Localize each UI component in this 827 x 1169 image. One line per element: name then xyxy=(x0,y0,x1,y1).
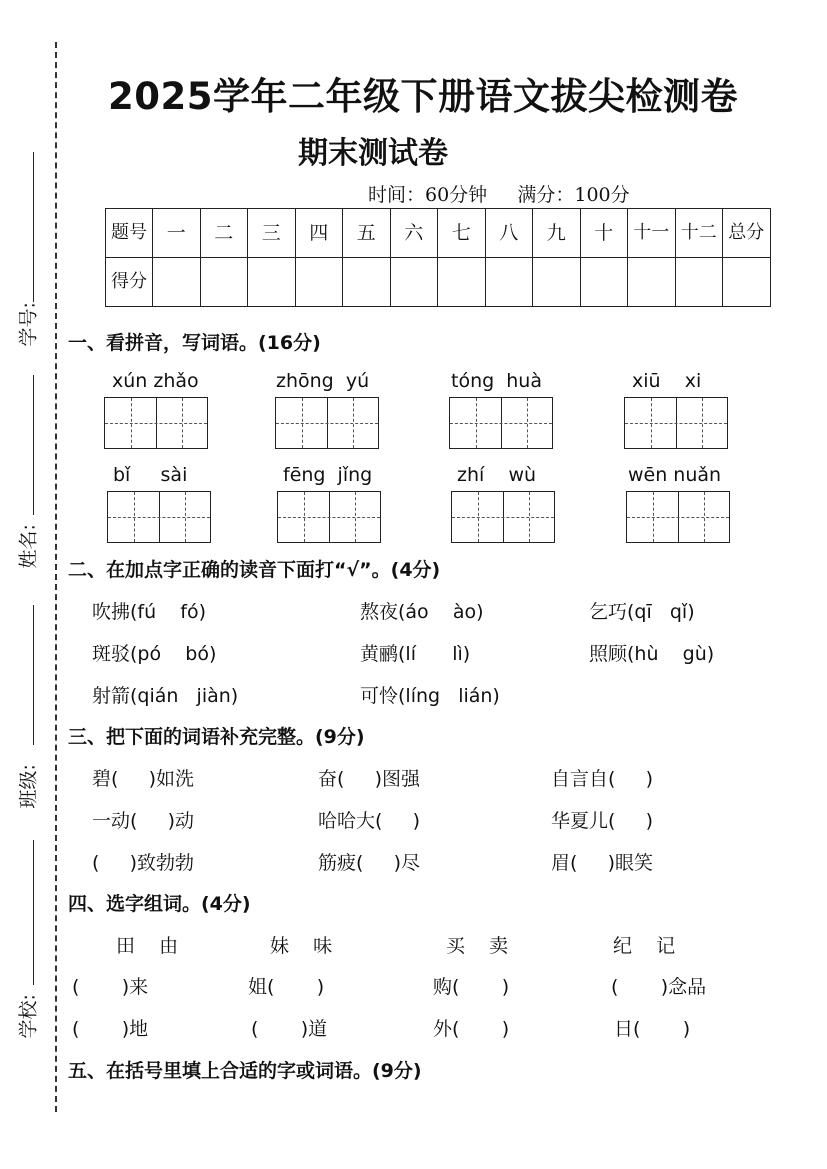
section-5-heading: 五、在括号里填上合适的字或词语。(9分) xyxy=(68,1060,422,1082)
score-input-cell[interactable] xyxy=(295,258,343,307)
fill-word-item[interactable]: 碧( )如洗 xyxy=(92,768,195,790)
character-pair: 纪 记 xyxy=(613,935,676,957)
pinyin-label: wēn nuǎn xyxy=(628,464,722,486)
pinyin-label: bǐ sài xyxy=(113,464,188,486)
reading-option[interactable]: 斑驳(pó bó) xyxy=(92,643,217,665)
fill-word-item[interactable]: 筋疲( )尽 xyxy=(318,852,421,874)
choose-blank[interactable]: 外( ) xyxy=(433,1018,510,1040)
reading-option[interactable]: 射箭(qián jiàn) xyxy=(92,685,239,707)
choose-blank[interactable]: ( )念品 xyxy=(611,976,707,998)
writing-grid[interactable] xyxy=(277,491,381,543)
pinyin-label: zhōng yú xyxy=(276,370,370,392)
reading-option[interactable]: 吹拂(fú fó) xyxy=(92,601,207,623)
binding-dashed-line xyxy=(55,42,57,1112)
score-input-cell[interactable] xyxy=(248,258,296,307)
character-pair: 妹 味 xyxy=(270,935,333,957)
name-line xyxy=(33,375,34,515)
fill-word-item[interactable]: 眉( )眼笑 xyxy=(551,852,654,874)
pinyin-label: xiū xi xyxy=(632,370,702,392)
score-input-cell[interactable] xyxy=(723,258,771,307)
writing-grid[interactable] xyxy=(624,397,728,449)
choose-blank[interactable]: 日( ) xyxy=(614,1018,691,1040)
reading-option[interactable]: 照顾(hù gù) xyxy=(589,643,715,665)
score-input-cell[interactable] xyxy=(153,258,201,307)
pinyin-label: fēng jǐng xyxy=(283,464,373,486)
table-cell: 总分 xyxy=(723,209,771,258)
school-line xyxy=(33,840,34,985)
table-cell: 八 xyxy=(485,209,533,258)
choose-blank[interactable]: ( )道 xyxy=(251,1018,328,1040)
class-line xyxy=(33,605,34,745)
table-cell: 一 xyxy=(153,209,201,258)
writing-grid[interactable] xyxy=(451,491,555,543)
section-1-heading: 一、看拼音，写词语。(16分) xyxy=(68,332,321,354)
table-row xyxy=(106,258,771,307)
writing-grid[interactable] xyxy=(104,397,208,449)
name-label: 姓名: xyxy=(17,524,40,569)
section-2-heading: 二、在加点字正确的读音下面打“√”。(4分) xyxy=(68,559,441,581)
table-cell: 六 xyxy=(390,209,438,258)
fill-word-item[interactable]: 哈哈大( ) xyxy=(318,810,421,832)
student-no-label: 学号: xyxy=(17,302,40,347)
table-row xyxy=(106,209,771,258)
table-cell: 十 xyxy=(580,209,628,258)
table-cell: 九 xyxy=(533,209,581,258)
table-cell: 得分 xyxy=(106,258,153,307)
score-input-cell[interactable] xyxy=(438,258,486,307)
section-4-heading: 四、选字组词。(4分) xyxy=(68,893,251,915)
score-input-cell[interactable] xyxy=(200,258,248,307)
table-cell: 十一 xyxy=(628,209,676,258)
writing-grid[interactable] xyxy=(107,491,211,543)
character-pair: 买 卖 xyxy=(446,935,509,957)
score-input-cell[interactable] xyxy=(628,258,676,307)
score-input-cell[interactable] xyxy=(675,258,723,307)
table-cell: 四 xyxy=(295,209,343,258)
score-input-cell[interactable] xyxy=(390,258,438,307)
section-3-heading: 三、把下面的词语补充完整。(9分) xyxy=(68,726,365,748)
character-pair: 田 由 xyxy=(116,935,179,957)
choose-blank[interactable]: ( )地 xyxy=(72,1018,149,1040)
page-subtitle: 期末测试卷 xyxy=(298,136,448,171)
table-cell: 七 xyxy=(438,209,486,258)
choose-blank[interactable]: 购( ) xyxy=(433,976,510,998)
score-input-cell[interactable] xyxy=(533,258,581,307)
reading-option[interactable]: 可怜(líng lián) xyxy=(360,685,500,707)
score-input-cell[interactable] xyxy=(343,258,391,307)
pinyin-label: tóng huà xyxy=(451,370,542,392)
reading-option[interactable]: 熬夜(áo ào) xyxy=(360,601,484,623)
score-table xyxy=(105,208,771,307)
fill-word-item[interactable]: 一动( )动 xyxy=(92,810,195,832)
page-title: 2025学年二年级下册语文拔尖检测卷 xyxy=(108,75,738,118)
score-input-cell[interactable] xyxy=(485,258,533,307)
choose-blank[interactable]: 姐( ) xyxy=(248,976,325,998)
time-info: 时间：60分钟 满分：100分 xyxy=(368,184,630,206)
fill-word-item[interactable]: 奋( )图强 xyxy=(318,768,421,790)
table-cell: 三 xyxy=(248,209,296,258)
fill-word-item[interactable]: ( )致勃勃 xyxy=(92,852,195,874)
reading-option[interactable]: 乞巧(qī qǐ) xyxy=(589,601,695,623)
table-cell: 题号 xyxy=(106,209,153,258)
pinyin-label: xún zhǎo xyxy=(112,370,199,392)
table-cell: 二 xyxy=(200,209,248,258)
school-label: 学校: xyxy=(17,994,40,1039)
class-label: 班级: xyxy=(17,764,40,809)
pinyin-label: zhí wù xyxy=(457,464,537,486)
writing-grid[interactable] xyxy=(449,397,553,449)
choose-blank[interactable]: ( )来 xyxy=(72,976,149,998)
writing-grid[interactable] xyxy=(626,491,730,543)
reading-option[interactable]: 黄鹂(lí lì) xyxy=(360,643,471,665)
student-no-line xyxy=(33,152,34,302)
fill-word-item[interactable]: 自言自( ) xyxy=(551,768,654,790)
table-cell: 十二 xyxy=(675,209,723,258)
fill-word-item[interactable]: 华夏儿( ) xyxy=(551,810,654,832)
score-input-cell[interactable] xyxy=(580,258,628,307)
table-cell: 五 xyxy=(343,209,391,258)
writing-grid[interactable] xyxy=(275,397,379,449)
